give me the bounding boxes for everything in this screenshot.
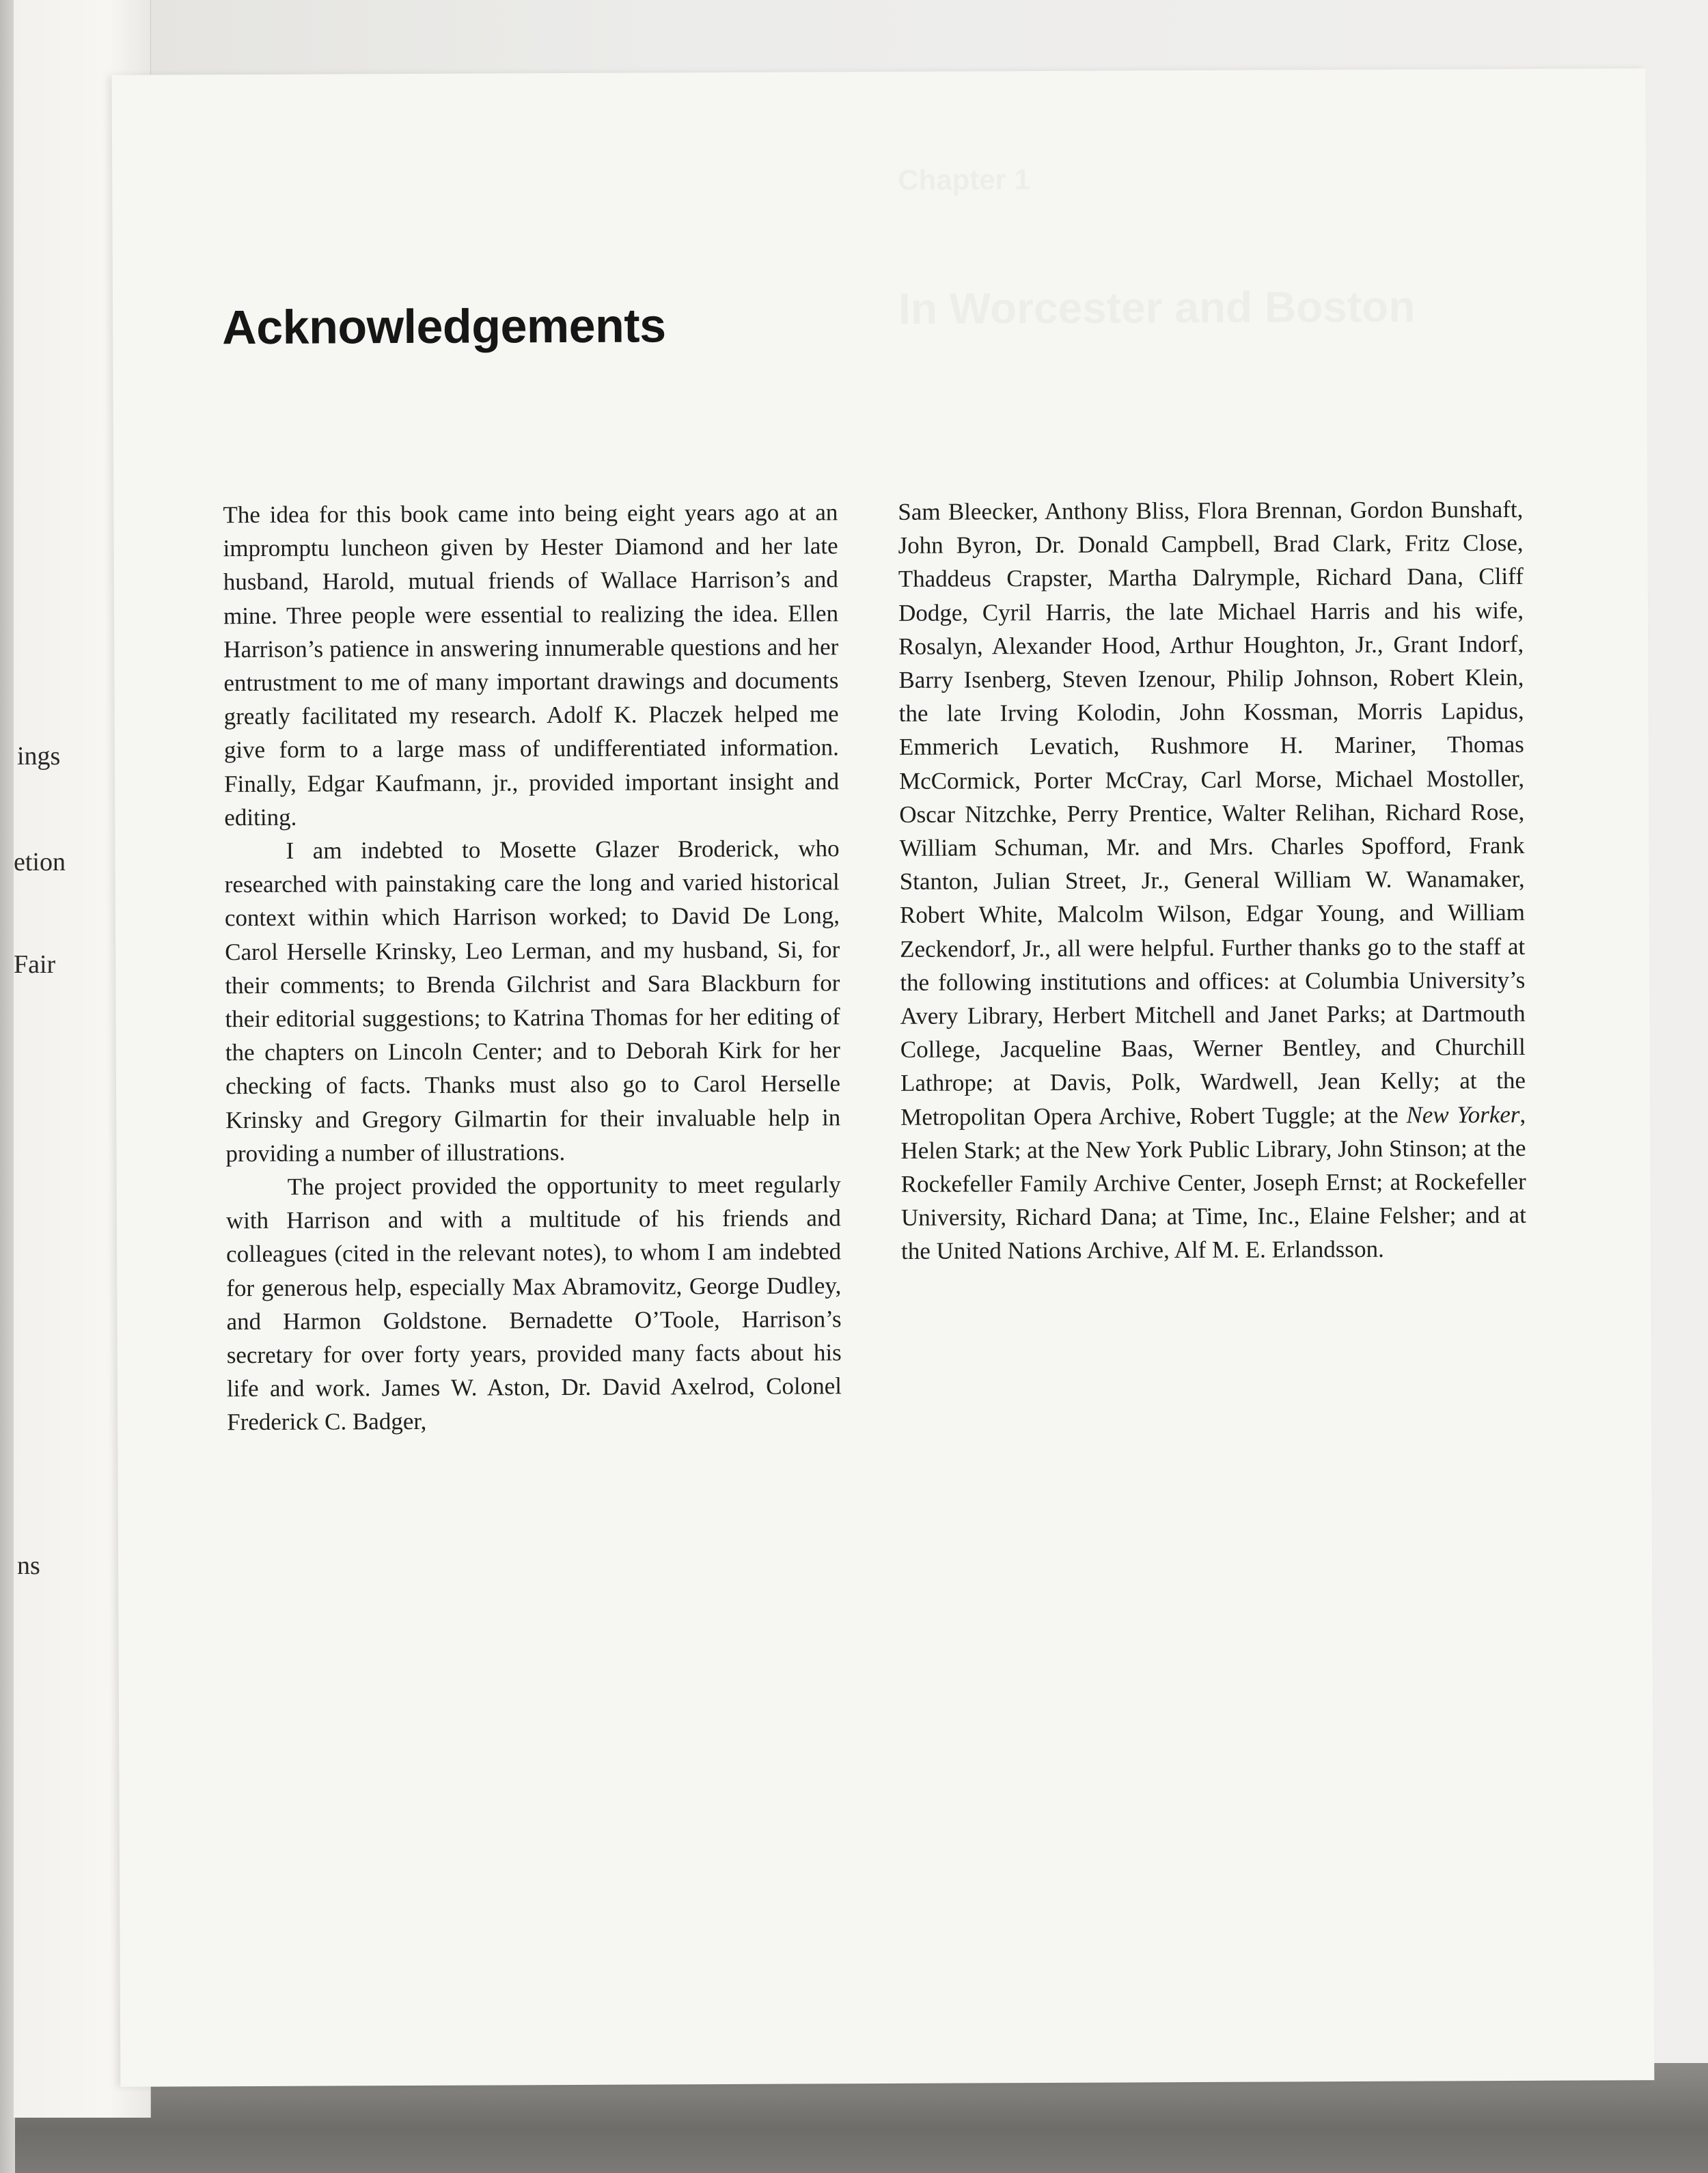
show-through-chapter-label [898,163,1030,197]
left-text-column [223,495,842,1439]
paragraph-continued [898,493,1526,1269]
italic-publication-name: New Yorker [1406,1101,1520,1129]
left-page-fragment: Fair [14,950,56,979]
left-page-fragment: ns [17,1551,40,1580]
book-spine-edge [0,0,15,2173]
page-title: Acknowledgements [222,299,666,355]
left-page-fragment: etion [14,848,66,876]
text-span: , Helen Stark; at the New York Public Library, John Stinson; at the Rockefeller Family Archive Center, Joseph Ernst; at Rockefeller University, Richard Dana; at Time, Inc., Elaine Felsher; and at the United Nations Archive, Alf M. E. Erlandsson. [900,1101,1526,1265]
paragraph: The idea for this book came into being eight years ago at an impromptu luncheon given by Hester Diamond and her late husband, Harold, mutual friends of Wallace Harrison’s and mine. Three people were essential to realizing the idea. Ellen Harrison’s patience in answering innumerable questions and her entrustment to me of many important drawings and documents greatly facilitated my research. Adolf K. Placzek helped me give form to a large mass of undifferentiated information. Finally, Edgar Kaufmann, jr., provided important insight and editing. [223,499,840,831]
paragraph: I am indebted to Mosette Glazer Broderick, who researched with painstaking care the long and varied historical context within which Harrison worked; to David De Long, Carol Herselle Krinsky, Leo Lerman, and my husband, Si, for their comments; to Brenda Gilchrist and Sara Blackburn for their editorial suggestions; to Katrina Thomas for her editing of the chapters on Lincoln Center; and to Deborah Kirk for her checking of facts. Thanks must also go to Carol Herselle Krinsky and Gregory Gilmartin for their invaluable help in providing a number of illustrations. [224,835,841,1167]
show-through-chapter-title [898,281,1416,334]
text-span: Sam Bleecker, Anthony Bliss, Flora Brennan, Gordon Bunshaft, John Byron, Dr. Donald Campbell, Brad Clark, Fritz Close, Thaddeus Crapster, Martha Dalrymple, Richard Dana, Cliff Dodge, Cyril Harris, the late Michael Harris and his wife, Rosalyn, Alexander Hood, Arthur Houghton, Jr., Grant Indorf, Barry Isenberg, Steven Izenour, Philip Johnson, Robert Klein, the late Irving Kolodin, John Kossman, Morris Lapidus, Emmerich Levatich, Rushmore H. Mariner, Thomas McCormick, Porter McCray, Carl Morse, Michael Mostoller, Oscar Nitzchke, Perry Prentice, Walter Relihan, Richard Rose, William Schuman, Mr. and Mrs. Charles Spofford, Frank Stanton, Julian Street, Jr., General William W. Wanamaker, Robert White, Malcolm Wilson, Edgar Young, and William Zeckendorf, Jr., all were helpful. Further thanks go to the staff at the following institutions and offices: at Columbia University’s Avery Library, Herbert Mitchell and Janet Parks; at Dartmouth College, Jacqueline Baas, Werner Bentley, and Churchill Lathrope; at Davis, Polk, Wardwell, Jean Kelly; at the Metropolitan Opera Archive, Robert Tuggle; at the [898,495,1526,1131]
right-text-column [898,493,1526,1269]
paragraph: The project provided the opportunity to meet regularly with Harrison and with a multitude of his friends and colleagues (cited in the relevant notes), to whom I am indebted for generous help, especially Max Abramovitz, George Dudley, and Harmon Goldstone. Bernadette O’Toole, Harrison’s secretary for over forty years, provided many facts about his life and work. James W. Aston, Dr. David Axelrod, Colonel Frederick C. Badger, [225,1171,842,1436]
acknowledgements-page [112,68,1655,2087]
left-page-fragment: ings [17,742,61,771]
